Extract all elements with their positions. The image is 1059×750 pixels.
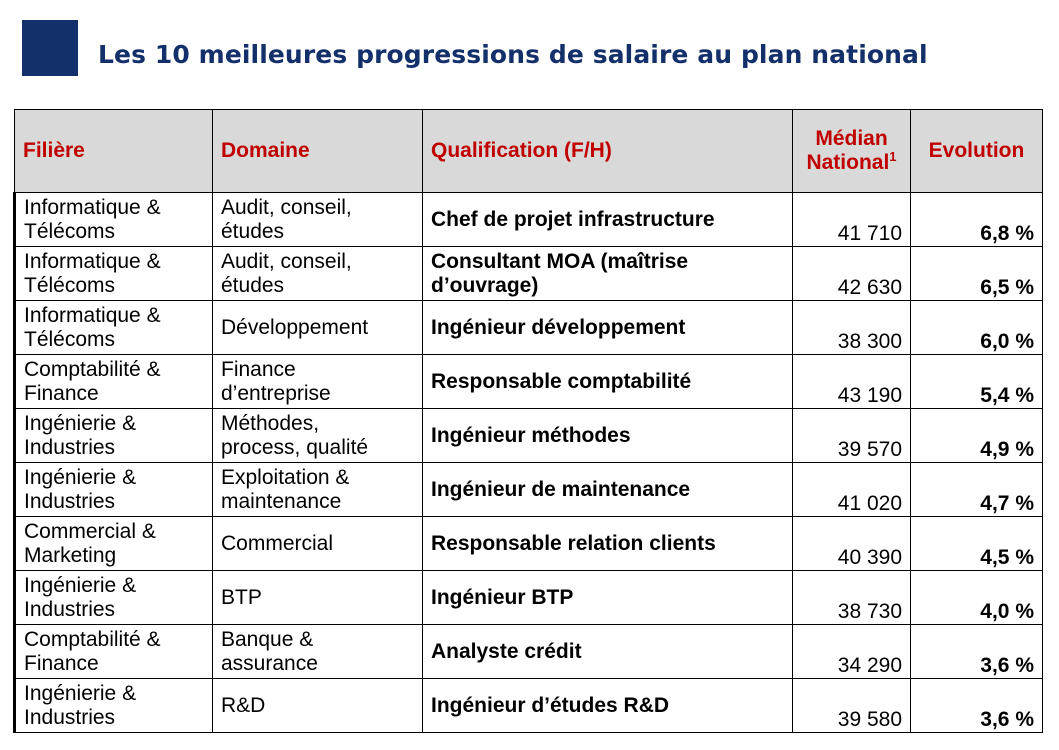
cell-qualification <box>423 679 793 733</box>
cell-line: Ingénieur d’études R&D <box>431 693 670 717</box>
header-median-line1: Médian <box>815 127 888 150</box>
cell-line: Télécoms <box>24 273 116 297</box>
cell-line: Audit, conseil, <box>221 249 352 273</box>
cell-line: Audit, conseil, <box>221 195 352 219</box>
cell-median: 39 580 <box>793 679 911 733</box>
cell-domaine <box>213 193 423 247</box>
cell-line: maintenance <box>221 489 342 513</box>
cell-line: Ingénieur méthodes <box>431 423 631 447</box>
table-row <box>15 679 1043 733</box>
cell-median: 38 300 <box>793 301 911 355</box>
cell-line: Industries <box>24 489 116 513</box>
cell-line: Chef de projet infrastructure <box>431 207 715 231</box>
cell-qualification <box>423 355 793 409</box>
cell-line: études <box>221 219 285 243</box>
cell-filiere <box>15 679 213 733</box>
cell-qualification <box>423 409 793 463</box>
cell-evolution: 3,6 % <box>911 679 1043 733</box>
cell-qualification <box>423 625 793 679</box>
cell-evolution: 6,8 % <box>911 193 1043 247</box>
header-filiere: Filière <box>15 110 213 193</box>
cell-filiere <box>15 463 213 517</box>
table-body <box>15 193 1043 733</box>
table-header <box>15 110 1043 193</box>
cell-domaine <box>213 247 423 301</box>
table-row <box>15 409 1043 463</box>
cell-median: 38 730 <box>793 571 911 625</box>
cell-line: Finance <box>24 651 99 675</box>
cell-filiere <box>15 355 213 409</box>
cell-filiere <box>15 625 213 679</box>
cell-line: BTP <box>221 585 262 609</box>
cell-line: études <box>221 273 285 297</box>
cell-median: 41 020 <box>793 463 911 517</box>
cell-line: Informatique & <box>24 249 161 273</box>
cell-line: Responsable relation clients <box>431 531 716 555</box>
cell-evolution: 6,5 % <box>911 247 1043 301</box>
table-row <box>15 355 1043 409</box>
cell-line: Développement <box>221 315 369 339</box>
cell-evolution: 4,5 % <box>911 517 1043 571</box>
cell-evolution: 3,6 % <box>911 625 1043 679</box>
table-row <box>15 463 1043 517</box>
cell-line: Industries <box>24 435 116 459</box>
header-median-line2: National <box>806 151 890 174</box>
cell-evolution: 5,4 % <box>911 355 1043 409</box>
header-qualification: Qualification (F/H) <box>423 110 793 193</box>
cell-line: Finance <box>221 357 296 381</box>
cell-line: process, qualité <box>221 435 369 459</box>
cell-qualification <box>423 301 793 355</box>
cell-line: Comptabilité & <box>24 627 161 651</box>
cell-line: Ingénierie & <box>24 465 137 489</box>
table-row <box>15 625 1043 679</box>
cell-domaine <box>213 409 423 463</box>
cell-domaine <box>213 463 423 517</box>
cell-evolution: 4,0 % <box>911 571 1043 625</box>
cell-line: Ingénierie & <box>24 573 137 597</box>
table-row <box>15 247 1043 301</box>
cell-line: Banque & <box>221 627 314 651</box>
cell-median: 42 630 <box>793 247 911 301</box>
cell-qualification <box>423 571 793 625</box>
cell-qualification <box>423 463 793 517</box>
cell-line: Ingénieur BTP <box>431 585 574 609</box>
cell-domaine <box>213 301 423 355</box>
cell-line: Responsable comptabilité <box>431 369 692 393</box>
table-row <box>15 301 1043 355</box>
cell-line: Marketing <box>24 543 117 567</box>
cell-line: Informatique & <box>24 303 161 327</box>
cell-line: Exploitation & <box>221 465 350 489</box>
header-evolution: Evolution <box>911 110 1043 193</box>
cell-line: Commercial & <box>24 519 156 543</box>
cell-line: Informatique & <box>24 195 161 219</box>
cell-line: Comptabilité & <box>24 357 161 381</box>
cell-line: assurance <box>221 651 318 675</box>
cell-line: Télécoms <box>24 327 116 351</box>
cell-filiere <box>15 517 213 571</box>
cell-line: d’entreprise <box>221 381 331 405</box>
cell-line: Télécoms <box>24 219 116 243</box>
cell-filiere <box>15 301 213 355</box>
cell-line: Ingénieur de maintenance <box>431 477 691 501</box>
cell-domaine <box>213 517 423 571</box>
title-accent-square <box>22 20 78 76</box>
cell-line: Méthodes, <box>221 411 320 435</box>
header-median <box>793 110 911 193</box>
cell-domaine <box>213 355 423 409</box>
cell-median: 34 290 <box>793 625 911 679</box>
cell-filiere <box>15 247 213 301</box>
cell-median: 43 190 <box>793 355 911 409</box>
cell-line: Ingénierie & <box>24 411 137 435</box>
cell-line: Industries <box>24 705 116 729</box>
cell-filiere <box>15 193 213 247</box>
cell-filiere <box>15 571 213 625</box>
cell-line: Industries <box>24 597 116 621</box>
cell-line: Analyste crédit <box>431 639 582 663</box>
cell-qualification <box>423 517 793 571</box>
cell-line: Ingénieur développement <box>431 315 686 339</box>
cell-domaine <box>213 625 423 679</box>
header-row <box>15 110 1043 193</box>
cell-filiere <box>15 409 213 463</box>
cell-qualification <box>423 247 793 301</box>
table-row <box>15 193 1043 247</box>
cell-evolution: 6,0 % <box>911 301 1043 355</box>
cell-median: 39 570 <box>793 409 911 463</box>
cell-line: Consultant MOA (maîtrise <box>431 249 689 273</box>
cell-evolution: 4,7 % <box>911 463 1043 517</box>
cell-median: 41 710 <box>793 193 911 247</box>
cell-line: R&D <box>221 693 266 717</box>
salary-table <box>13 109 1043 733</box>
header-median-footnote: 1 <box>889 149 897 164</box>
cell-median: 40 390 <box>793 517 911 571</box>
table-row <box>15 571 1043 625</box>
cell-line: Finance <box>24 381 99 405</box>
cell-evolution: 4,9 % <box>911 409 1043 463</box>
page-title: Les 10 meilleures progressions de salaire au plan national <box>98 40 928 69</box>
header-domaine: Domaine <box>213 110 423 193</box>
table-row <box>15 517 1043 571</box>
cell-domaine <box>213 571 423 625</box>
cell-qualification <box>423 193 793 247</box>
cell-line: d’ouvrage) <box>431 273 539 297</box>
cell-domaine <box>213 679 423 733</box>
cell-line: Commercial <box>221 531 334 555</box>
cell-line: Ingénierie & <box>24 681 137 705</box>
